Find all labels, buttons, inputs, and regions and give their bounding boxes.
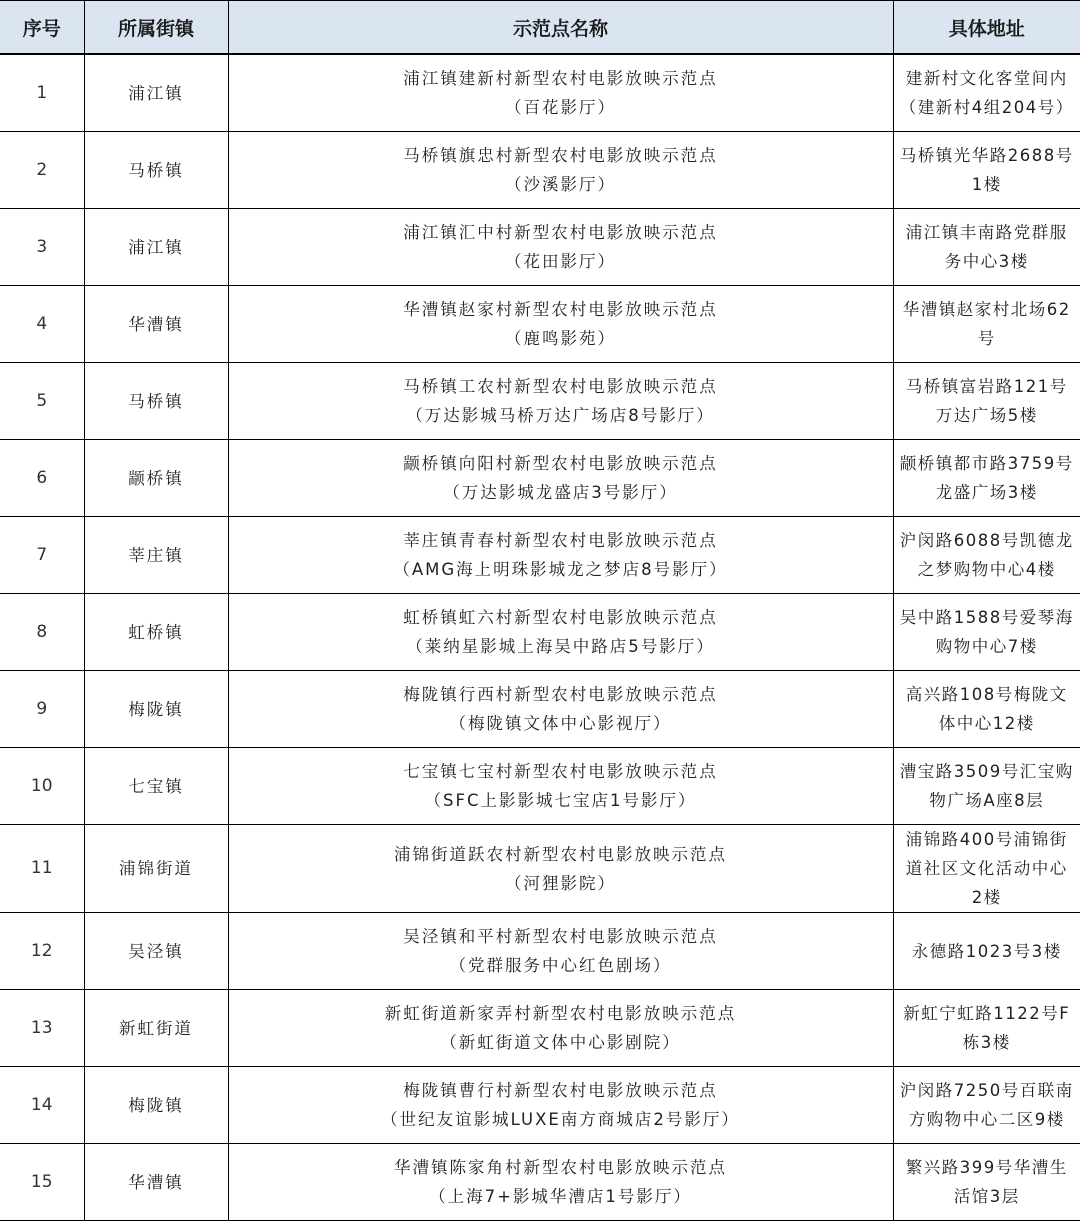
row-address-line: 永德路1023号3楼 — [911, 941, 1062, 961]
row-index: 6 — [0, 440, 84, 517]
row-index: 13 — [0, 990, 84, 1067]
row-address-line: 建新村文化客堂间内 — [905, 69, 1068, 88]
row-site-name-line: （河狸影院） — [505, 873, 616, 893]
row-site-name-line: 华漕镇陈家角村新型农村电影放映示范点 — [394, 1158, 727, 1177]
row-site-name-line: （新虹街道文体中心影剧院） — [440, 1033, 681, 1052]
row-town: 虹桥镇 — [84, 594, 228, 671]
row-site-name — [228, 517, 893, 594]
row-address-line: 繁兴路399号华漕生 — [905, 1158, 1068, 1177]
row-address-line: 马桥镇富岩路121号 — [905, 377, 1068, 396]
row-site-name-line: 莘庄镇青春村新型农村电影放映示范点 — [403, 531, 718, 550]
row-address — [893, 286, 1080, 363]
row-town: 梅陇镇 — [84, 671, 228, 748]
row-site-name-line: （万达影城马桥万达广场店8号影厅） — [406, 406, 715, 425]
row-site-name-line: 七宝镇七宝村新型农村电影放映示范点 — [403, 762, 718, 781]
table-row — [0, 286, 1080, 363]
row-site-name — [228, 440, 893, 517]
row-site-name — [228, 913, 893, 990]
row-address-line: 方购物中心二区9楼 — [908, 1110, 1065, 1129]
header-row — [0, 1, 1080, 55]
row-address-line: 浦锦路400号浦锦街 — [905, 830, 1068, 849]
table-row — [0, 132, 1080, 209]
row-address-line: 龙盛广场3楼 — [935, 483, 1038, 502]
row-site-name — [228, 209, 893, 286]
row-index: 1 — [0, 54, 84, 132]
table-row — [0, 913, 1080, 990]
row-site-name-line: 颛桥镇向阳村新型农村电影放映示范点 — [403, 454, 718, 473]
row-address-line: 活馆3层 — [953, 1187, 1020, 1206]
row-site-name-line: （百花影厅） — [505, 98, 616, 117]
table-row — [0, 671, 1080, 748]
row-address — [893, 1144, 1080, 1221]
row-site-name — [228, 671, 893, 748]
row-town: 七宝镇 — [84, 748, 228, 825]
row-site-name — [228, 363, 893, 440]
row-town: 华漕镇 — [84, 286, 228, 363]
row-index: 9 — [0, 671, 84, 748]
row-site-name-line: （SFC上影影城七宝店1号影厅） — [424, 791, 697, 810]
row-site-name-line: 华漕镇赵家村新型农村电影放映示范点 — [403, 300, 718, 319]
row-site-name-line: （万达影城龙盛店3号影厅） — [443, 483, 678, 502]
row-site-name-line: （梅陇镇文体中心影视厅） — [449, 714, 672, 733]
row-index: 15 — [0, 1144, 84, 1221]
row-site-name-line: （沙溪影厅） — [505, 175, 616, 194]
row-site-name-line: 梅陇镇曹行村新型农村电影放映示范点 — [403, 1081, 718, 1100]
row-address-line: 沪闵路7250号百联南 — [899, 1081, 1074, 1100]
row-address-line: 马桥镇光华路2688号 — [899, 146, 1074, 165]
row-index: 4 — [0, 286, 84, 363]
table-row — [0, 209, 1080, 286]
row-address-line: 号 — [977, 329, 996, 348]
row-address-line: 购物中心7楼 — [935, 637, 1038, 656]
row-address-line: 物广场A座8层 — [929, 791, 1045, 810]
row-site-name-line: 浦江镇汇中村新型农村电影放映示范点 — [403, 223, 718, 242]
row-site-name — [228, 990, 893, 1067]
row-site-name-line: 马桥镇工农村新型农村电影放映示范点 — [403, 377, 718, 396]
table-header — [0, 1, 1080, 55]
row-address-line: 之梦购物中心4楼 — [917, 560, 1056, 579]
row-town: 马桥镇 — [84, 363, 228, 440]
row-site-name-line: 梅陇镇行西村新型农村电影放映示范点 — [403, 685, 718, 704]
row-site-name — [228, 1144, 893, 1221]
row-site-name-line: （花田影厅） — [505, 252, 616, 271]
header-index: 序号 — [0, 1, 84, 55]
row-site-name-line: （莱纳星影城上海吴中路店5号影厅） — [406, 637, 715, 656]
row-address-line: 万达广场5楼 — [935, 406, 1038, 425]
row-address — [893, 671, 1080, 748]
row-address-line: 栋3楼 — [962, 1033, 1011, 1052]
row-site-name — [228, 825, 893, 913]
row-address — [893, 748, 1080, 825]
row-index: 7 — [0, 517, 84, 594]
table-row — [0, 748, 1080, 825]
row-index: 14 — [0, 1067, 84, 1144]
row-site-name-line: （上海7+影城华漕店1号影厅） — [429, 1187, 692, 1206]
row-index: 3 — [0, 209, 84, 286]
header-town: 所属街镇 — [84, 1, 228, 55]
row-site-name-line: 虹桥镇虹六村新型农村电影放映示范点 — [403, 608, 718, 627]
row-address — [893, 1067, 1080, 1144]
row-address-line: 浦江镇丰南路党群服 — [905, 223, 1068, 242]
row-address-line: 漕宝路3509号汇宝购 — [899, 762, 1074, 781]
row-address-line: 体中心12楼 — [938, 714, 1035, 733]
row-address — [893, 825, 1080, 913]
row-site-name — [228, 748, 893, 825]
row-site-name-line: 吴泾镇和平村新型农村电影放映示范点 — [403, 927, 718, 946]
row-site-name — [228, 132, 893, 209]
row-town: 新虹街道 — [84, 990, 228, 1067]
row-site-name-line: 新虹街道新家弄村新型农村电影放映示范点 — [384, 1004, 737, 1023]
table-row — [0, 990, 1080, 1067]
row-site-name — [228, 594, 893, 671]
row-address-line: 颛桥镇都市路3759号 — [899, 454, 1074, 473]
row-address-line: 道社区文化活动中心 — [905, 859, 1068, 878]
row-site-name-line: （鹿鸣影苑） — [505, 329, 616, 348]
row-index: 5 — [0, 363, 84, 440]
row-index: 11 — [0, 825, 84, 913]
row-address — [893, 594, 1080, 671]
row-address-line: 2楼 — [971, 888, 1002, 907]
row-town: 莘庄镇 — [84, 517, 228, 594]
row-site-name-line: 浦锦街道跃农村新型农村电影放映示范点 — [394, 844, 727, 864]
row-address — [893, 913, 1080, 990]
row-address — [893, 363, 1080, 440]
table-row — [0, 594, 1080, 671]
row-site-name-line: 浦江镇建新村新型农村电影放映示范点 — [403, 69, 718, 88]
row-site-name-line: （世纪友谊影城LUXE南方商城店2号影厅） — [381, 1110, 740, 1129]
header-address: 具体地址 — [893, 1, 1080, 55]
row-site-name-line: （党群服务中心红色剧场） — [449, 956, 672, 975]
row-address — [893, 517, 1080, 594]
row-site-name — [228, 54, 893, 132]
row-index: 10 — [0, 748, 84, 825]
row-address-line: 沪闵路6088号凯德龙 — [899, 531, 1074, 550]
table-row — [0, 1067, 1080, 1144]
row-town: 梅陇镇 — [84, 1067, 228, 1144]
table-row — [0, 825, 1080, 913]
row-town: 马桥镇 — [84, 132, 228, 209]
row-town: 吴泾镇 — [84, 913, 228, 990]
row-town: 浦江镇 — [84, 54, 228, 132]
header-site-name: 示范点名称 — [228, 1, 893, 55]
table-row — [0, 1144, 1080, 1221]
row-site-name-line: 马桥镇旗忠村新型农村电影放映示范点 — [403, 146, 718, 165]
row-index: 2 — [0, 132, 84, 209]
row-town: 浦锦街道 — [84, 825, 228, 913]
row-address-line: 吴中路1588号爱琴海 — [899, 608, 1074, 627]
row-address-line: 高兴路108号梅陇文 — [905, 685, 1068, 704]
row-address-line: 务中心3楼 — [944, 252, 1029, 271]
row-town: 浦江镇 — [84, 209, 228, 286]
row-site-name — [228, 1067, 893, 1144]
row-address-line: （建新村4组204号） — [899, 98, 1074, 117]
row-index: 8 — [0, 594, 84, 671]
row-address-line: 1楼 — [971, 175, 1002, 194]
row-address — [893, 132, 1080, 209]
row-site-name-line: （AMG海上明珠影城龙之梦店8号影厅） — [393, 560, 728, 579]
row-town: 颛桥镇 — [84, 440, 228, 517]
table-row — [0, 363, 1080, 440]
row-site-name — [228, 286, 893, 363]
row-address — [893, 54, 1080, 132]
table-row — [0, 517, 1080, 594]
row-address — [893, 209, 1080, 286]
row-address — [893, 990, 1080, 1067]
row-address — [893, 440, 1080, 517]
row-index: 12 — [0, 913, 84, 990]
row-address-line: 新虹宁虹路1122号F — [903, 1004, 1071, 1023]
table-row — [0, 440, 1080, 517]
table-row — [0, 54, 1080, 132]
row-address-line: 华漕镇赵家村北场62 — [902, 300, 1071, 319]
row-town: 华漕镇 — [84, 1144, 228, 1221]
table-body — [0, 54, 1080, 1221]
